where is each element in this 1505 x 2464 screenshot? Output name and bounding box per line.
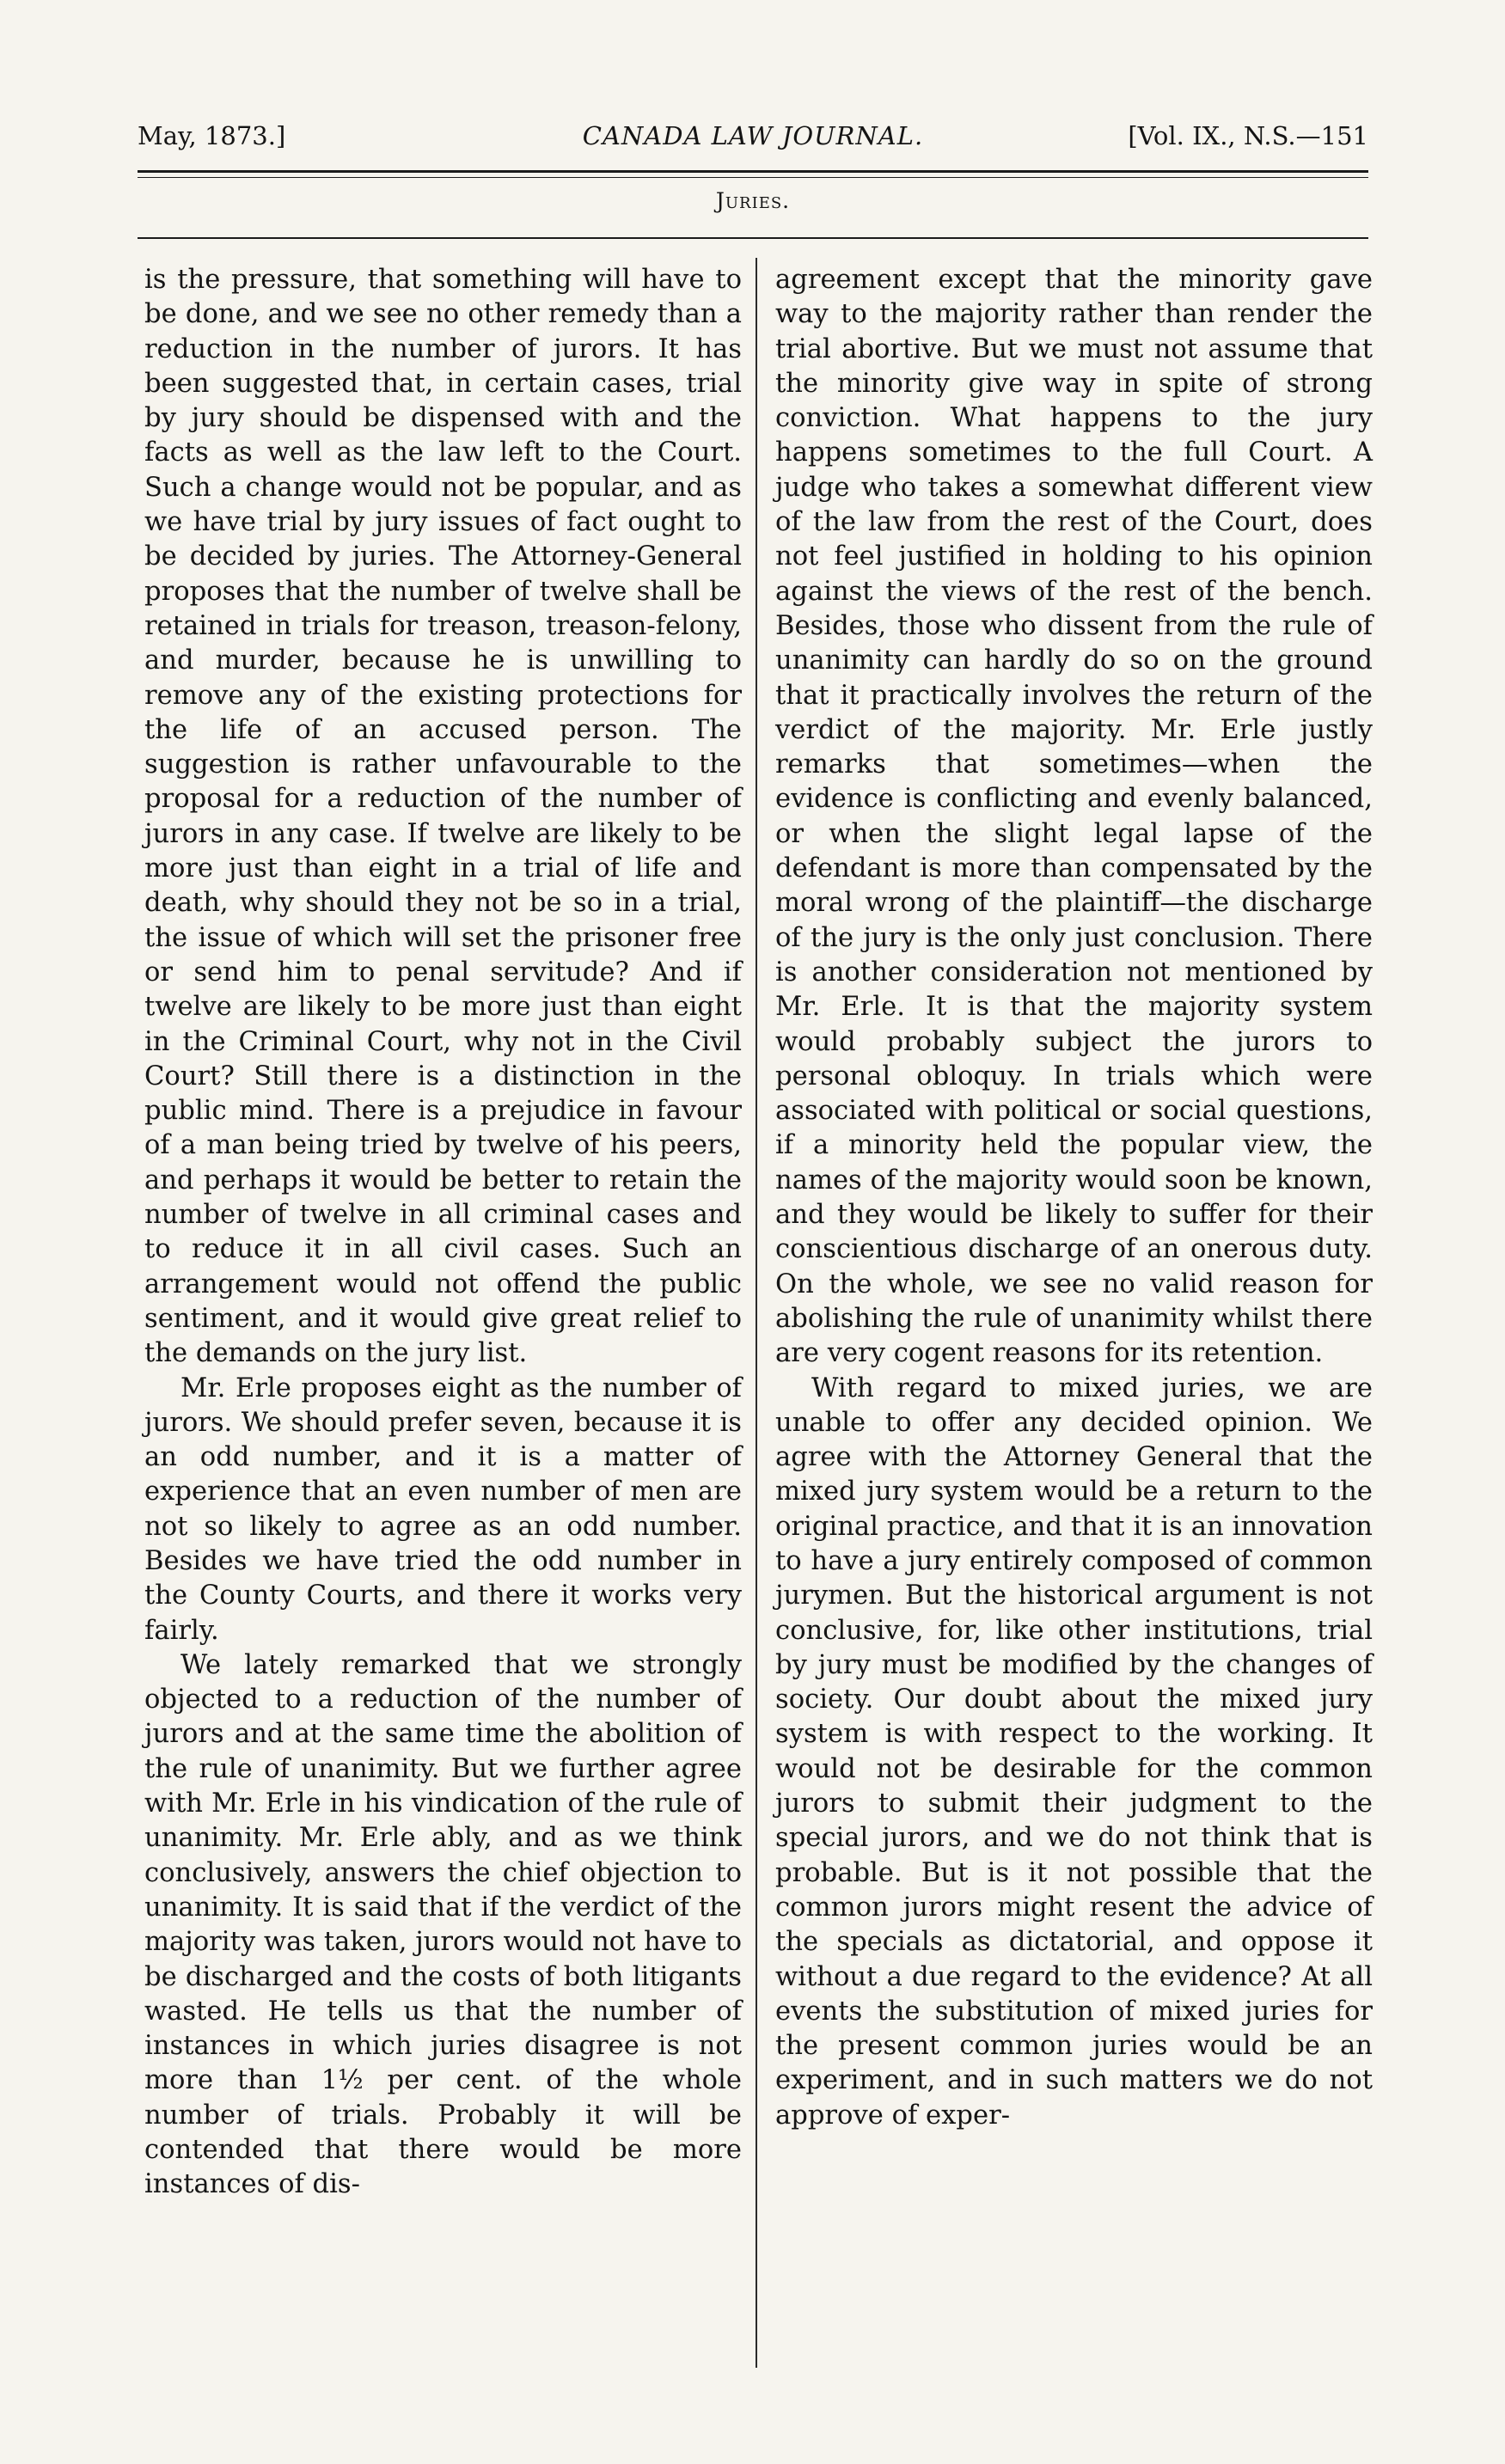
- column-divider: [756, 258, 757, 2368]
- issue-date: May, 1873.]: [138, 121, 286, 150]
- section-rule: [138, 237, 1368, 239]
- section-title: Juries.: [715, 188, 791, 213]
- right-column: [775, 263, 1373, 2133]
- left-column: [144, 263, 742, 2203]
- volume-page-number: [Vol. IX., N.S.—151: [1128, 121, 1368, 150]
- paragraph: agreement except that the minority gave way to the majority rather than render the trial abortive. But we must not assume that the minority give way in spite of strong conviction. What happens to the jury happens sometimes to the full Court. A judge who takes a somewhat different view of the law from the rest of the Court, does not feel justified in holding to his opinion against the views of the rest of the bench. Besides, those who dissent from the rule of unanimity can hardly do so on the ground that it practically involves the return of the verdict of the majority. Mr. Erle justly remarks that sometimes—when the evidence is conflicting and evenly balanced, or when the slight legal lapse of the defendant is more than compensated by the moral wrong of the plaintiff—the discharge of the jury is the only just conclusion. There is another consideration not mentioned by Mr. Erle. It is that the majority system would probably subject the jurors to personal obloquy. In trials which were associated with political or social questions, if a minority held the popular view, the names of the majority would soon be known, and they would be likely to suffer for their conscientious discharge of an onerous duty. On the whole, we see no valid reason for abolishing the rule of unanimity whilst there are very cogent reasons for its retention.: [775, 265, 1373, 1369]
- header-rule-thin: [138, 177, 1368, 178]
- running-head: [138, 119, 1368, 153]
- paragraph: We lately remarked that we strongly objected to a reduction of the number of jurors and at the same time the abolition of the rule of unanimity. But we further agree with Mr. Erle in his vindication of the rule of unanimity. Mr. Erle ably, and as we think conclusively, answers the chief objection to unanimity. It is said that if the verdict of the majority was taken, jurors would not have to be discharged and the costs of both litigants wasted. He tells us that the number of instances in which juries disagree is not more than 1½ per cent. of the whole number of trials. Probably it will be contended that there would be more instances of dis-: [144, 1649, 742, 2200]
- paragraph: With regard to mixed juries, we are unable to offer any decided opinion. We agree with the Attorney General that the mixed jury system would be a return to the original practice, and that it is an innovation to have a jury entirely composed of common jurymen. But the historical argument is not conclusive, for, like other institutions, trial by jury must be modified by the changes of society. Our doubt about the mixed jury system is with respect to the working. It would not be desirable for the common jurors to submit their judgment to the special jurors, and we do not think that is probable. But is it not possible that the common jurors might resent the advice of the specials as dictatorial, and oppose it without a due regard to the evidence? At all events the substitution of mixed juries for the present common juries would be an experiment, and in such matters we do not approve of exper-: [775, 1373, 1373, 2131]
- paragraph: Mr. Erle proposes eight as the number of jurors. We should prefer seven, because it is an odd number, and it is a matter of experience that an even number of men are not so likely to agree as an odd number. Besides we have tried the odd number in the County Courts, and there it works very fairly.: [144, 1373, 742, 1646]
- paragraph: is the pressure, that something will have to be done, and we see no other remedy than a reduction in the number of jurors. It has been suggested that, in certain cases, trial by jury should be dispensed with and the facts as well as the law left to the Court. Such a change would not be popular, and as we have trial by jury issues of fact ought to be decided by juries. The Attorney-General proposes that the number of twelve shall be retained in trials for treason, treason-felony, and murder, because he is unwilling to remove any of the existing protections for the life of an accused person. The suggestion is rather unfavourable to the proposal for a reduction of the number of jurors in any case. If twelve are likely to be more just than eight in a trial of life and death, why should they not be so in a trial, the issue of which will set the prisoner free or send him to penal servitude? And if twelve are likely to be more just than eight in the Criminal Court, why not in the Civil Court? Still there is a distinction in the public mind. There is a prejudice in favour of a man being tried by twelve of his peers, and perhaps it would be better to retain the number of twelve in all criminal cases and to reduce it in all civil cases. Such an arrangement would not offend the public sentiment, and it would give great relief to the demands on the jury list.: [144, 265, 742, 1369]
- journal-title: CANADA LAW JOURNAL.: [582, 121, 924, 150]
- header-rule-thick: [138, 170, 1368, 173]
